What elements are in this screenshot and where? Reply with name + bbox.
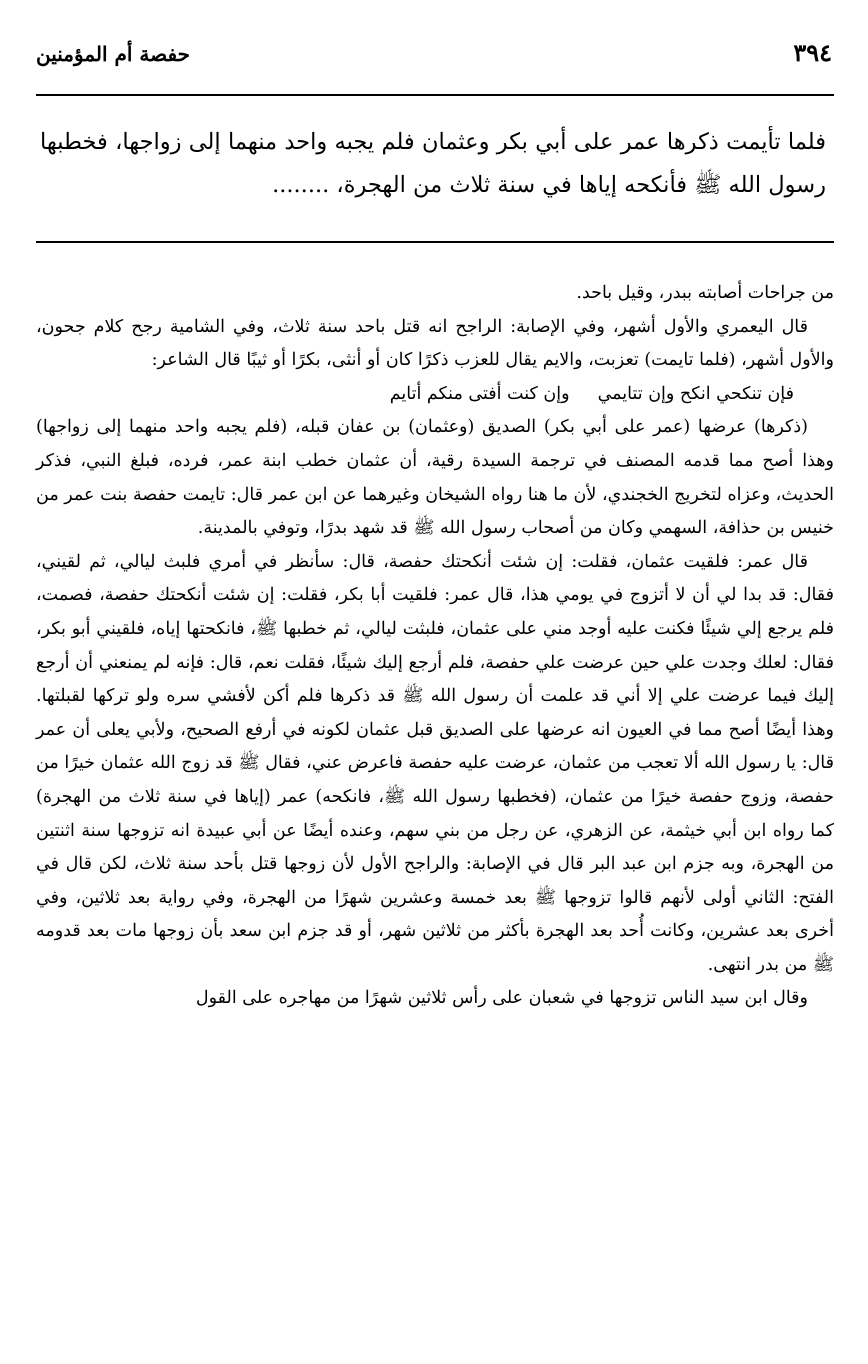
commentary-paragraph-3: (ذكرها) عرضها (عمر على أبي بكر) الصديق (وعثمان) بن عفان قبله، (فلم يجبه واحد منهما إلى زواجها) وهذا أصح مما قدمه المصنف في ترجمة السيدة رقية، أن عثمان خطب ابنة عمر، فرده، فبلغ النبي، فذكر الحديث، وعزاه لتخريج الخجندي، لأن ما هنا رواه الشيخان وغيرهما عن ابن عمر قال: تايمت حفصة بنت عمر من خنيس بن حذافة، السهمي وكان من أصحاب رسول الله ﷺ قد شهد بدرًا، وتوفي بالمدينة.	[36, 417, 834, 539]
commentary-paragraph-5: وقال ابن سيد الناس تزوجها في شعبان على رأس ثلاثين شهرًا من مهاجره على القول	[195, 988, 808, 1009]
book-page	[36, 38, 834, 1016]
commentary-paragraph-2: قال اليعمري والأول أشهر، وفي الإصابة: الراجح انه قتل باحد سنة ثلاث، وفي الشامية رجح كلام جحون، والأول أشهر، (فلما تايمت) تعزبت، والايم يقال للعزب ذكرًا كان أو أنثى، بكرًا أو ثيبًا قال الشاعر:	[36, 316, 834, 371]
commentary	[36, 277, 834, 1016]
commentary-paragraph-1: من جراحات أصابته ببدر، وقيل باحد.	[576, 283, 834, 303]
verse-first-hemistich: فإن تنكحي انكح وإن تتايمي	[597, 383, 794, 404]
running-title: حفصة أم المؤمنين	[36, 42, 190, 66]
poetry-verse	[36, 378, 834, 412]
page-header	[36, 38, 834, 88]
header-rule	[36, 94, 834, 96]
page-number: ٣٩٤	[793, 38, 832, 67]
commentary-paragraph-4: قال عمر: فلقيت عثمان، فقلت: إن شئت أنكحتك حفصة، قال: سأنظر في أمري فلبث ليالي، ثم لقيني، فقال: قد بدا لي أن لا أتزوج في يومي هذا، قال عمر: فلقيت أبا بكر، فقلت: إن شئت أنكحتك حفصة، فصمت، فلم يرجع إلي شيئًا فكنت عليه أوجد مني على عثمان، فلبثت ليالي، ثم خطبها ﷺ، فانكحتها إياه، فلقيني أبو بكر، فقال: لعلك وجدت علي حين عرضت علي حفصة، فلم أرجع إليك شيئًا، فقلت نعم، قال: فإنه لم يمنعني أن أرجع إليك فيما عرضت علي إلا أني قد علمت أن رسول الله ﷺ قد ذكرها فلم أكن لأفشي سره ولو تركها لقبلتها. وهذا أيضًا أصح مما في العيون انه عرضها على الصديق قبل عثمان لكونه في أرفع الصحيح، ولأبي يعلى أن عمر قال: يا رسول الله ألا تعجب من عثمان، عرضت عليه حفصة فاعرض عني، فقال ﷺ قد زوج الله عثمان خيرًا من حفصة، وزوج حفصة خيرًا من عثمان، (فخطبها رسول الله ﷺ، فانكحه) عمر (إياها في سنة ثلاث من الهجرة) كما رواه ابن أبي خيثمة، عن الزهري، عن رجل من بني سهم، وعنده أيضًا عن أبي عبيدة انه تزوجها سنة اثنتين من الهجرة، وبه جزم ابن عبد البر قال في الإصابة: والراجح الأول لأن زوجها قتل بأحد سنة ثلاث، لكن قال في الفتح: الثاني أولى لأنهم قالوا تزوجها ﷺ بعد خمسة وعشرين شهرًا من الهجرة، وفي رواية بعد ثلاثين، وفي أخرى بعد عشرين، وكانت أُحد بعد الهجرة بأكثر من ثلاثين شهر، أو قد جزم ابن سعد بأن زوجها مات بعد قدومه ﷺ من بدر انتهى.	[36, 551, 834, 975]
commentary-separator	[36, 241, 834, 243]
main-text: فلما تأيمت ذكرها عمر على أبي بكر وعثمان فلم يجبه واحد منهما إلى زواجها، فخطبها رسول الله ﷺ فأنكحه إياها في سنة ثلاث من الهجرة، ........	[40, 129, 826, 198]
verse-second-hemistich: وإن كنت أفتى منكم أتايم	[389, 383, 570, 404]
